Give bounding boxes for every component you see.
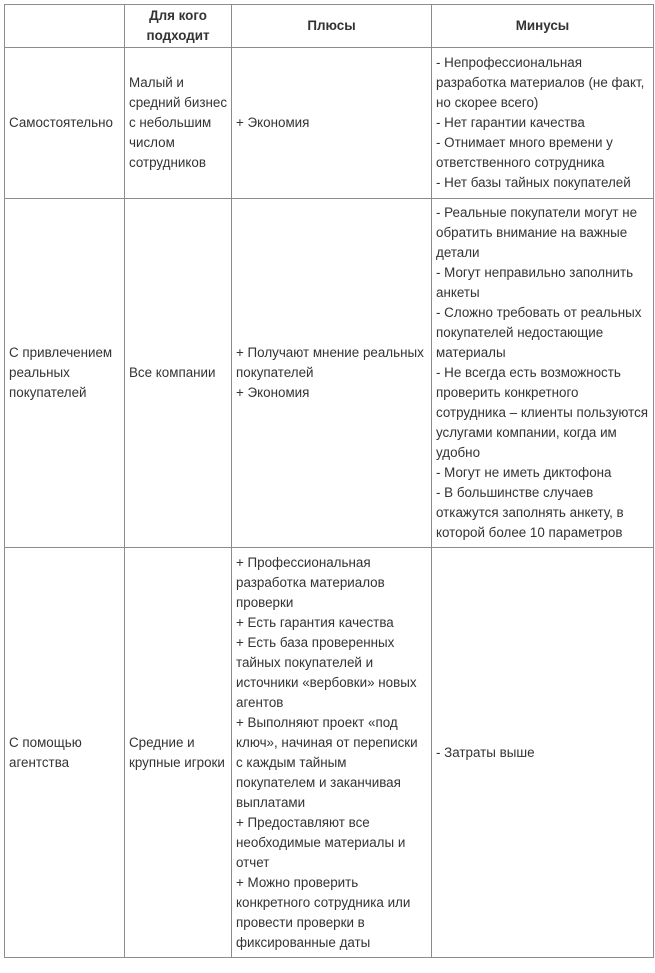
pro-item: + Профессиональная разработка материалов проверки xyxy=(236,554,385,610)
con-item: - Могут не иметь диктофона xyxy=(436,465,612,480)
pro-item: + Есть гарантия качества xyxy=(236,614,394,630)
pro-item: + Экономия xyxy=(236,385,310,400)
suitable-for-cell: Малый и средний бизнес с небольшим числом сотрудников xyxy=(125,48,232,199)
con-item: - В большинстве случаев откажутся заполнять анкету, в которой более 10 параметров xyxy=(436,485,624,540)
pro-item: + Выполняют проект «под ключ», начиная от переписки с каждым тайным покупателем и заканчивая выплатами xyxy=(236,714,418,810)
method-cell: Самостоятельно xyxy=(5,48,125,199)
cons-cell xyxy=(432,199,654,548)
con-item: - Затраты выше xyxy=(436,744,535,760)
cons-cell xyxy=(432,48,654,199)
header-suitable-for: Для кого подходит xyxy=(125,5,232,48)
table-row xyxy=(5,48,654,199)
con-item: - Нет гарантии качества xyxy=(436,115,585,130)
pros-cell xyxy=(232,548,432,958)
con-item: - Могут неправильно заполнить анкеты xyxy=(436,265,634,300)
table-header-row xyxy=(5,5,654,48)
table-row xyxy=(5,548,654,958)
con-item: - Отнимает много времени у ответственного сотрудника xyxy=(436,135,613,170)
suitable-for-cell: Все компании xyxy=(125,199,232,548)
table-row xyxy=(5,199,654,548)
con-item: - Непрофессиональная разработка материалов (не факт, но скорее всего) xyxy=(436,55,645,110)
method-cell: С привлечением реальных покупателей xyxy=(5,199,125,548)
con-item: - Сложно требовать от реальных покупателей недостающие материалы xyxy=(436,305,642,360)
cons-cell xyxy=(432,548,654,958)
method-cell: С помощью агентства xyxy=(5,548,125,958)
pros-cell xyxy=(232,199,432,548)
pro-item: + Можно проверить конкретного сотрудника или провести проверки в фиксированные даты xyxy=(236,874,411,950)
suitable-for-cell: Средние и крупные игроки xyxy=(125,548,232,958)
header-cons: Минусы xyxy=(432,5,654,48)
con-item: - Не всегда есть возможность проверить конкретного сотрудника – клиенты пользуются услугами компании, когда им удобно xyxy=(436,365,649,460)
pro-item: + Получают мнение реальных покупателей xyxy=(236,345,424,380)
comparison-table xyxy=(4,4,654,958)
pros-cell xyxy=(232,48,432,199)
header-pros: Плюсы xyxy=(232,5,432,48)
header-method xyxy=(5,5,125,48)
con-item: - Нет базы тайных покупателей xyxy=(436,175,631,190)
con-item: - Реальные покупатели могут не обратить внимание на важные детали xyxy=(436,205,638,260)
pro-item: + Есть база проверенных тайных покупателей и источники «вербовки» новых агентов xyxy=(236,634,417,710)
pro-item: + Экономия xyxy=(236,115,310,130)
pro-item: + Предоставляют все необходимые материалы и отчет xyxy=(236,814,406,870)
